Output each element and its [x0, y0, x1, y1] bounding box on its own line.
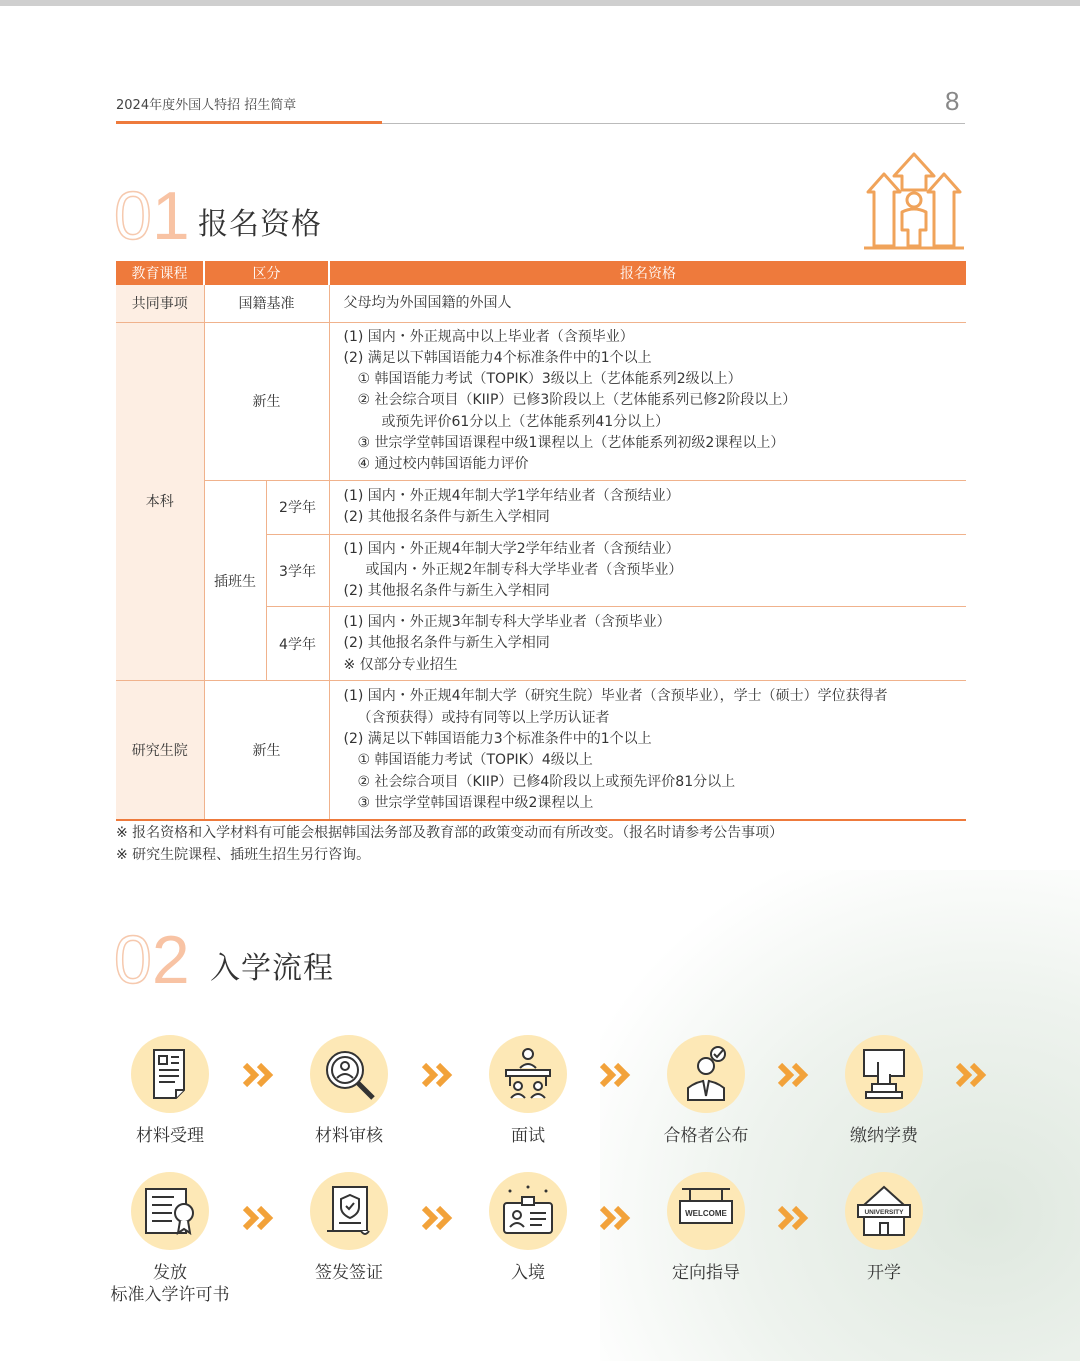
requirement-line: (2) 满足以下韩国语能力3个标准条件中的1个以上 — [343, 730, 652, 747]
header-accent-rule — [116, 121, 382, 124]
cell-transfer-year: 3学年 — [266, 534, 329, 607]
top-strip — [0, 0, 1080, 6]
table-row-undergrad-new — [116, 322, 966, 480]
step-icon-circle — [131, 1172, 209, 1250]
footnotes — [116, 822, 783, 866]
step-icon-circle — [489, 1172, 567, 1250]
table-row-graduate — [116, 681, 966, 820]
requirement-line: ① 韩国语能力考试（TOPIK）4级以上 — [357, 752, 593, 769]
step-icon-circle — [310, 1035, 388, 1113]
welcome-sign-icon — [676, 1181, 736, 1241]
requirement-line: 或国内・外正规2年制专科大学毕业者（含预毕业） — [365, 561, 683, 578]
step-results-announcement — [621, 1035, 791, 1147]
cell-common-requirement: 父母均为外国国籍的外国人 — [329, 285, 966, 322]
footnote: ※ 报名资格和入学材料有可能会根据韩国法务部及教育部的政策变动而有所改变。（报名时请参考公告事项） — [116, 825, 784, 841]
requirement-line: ④ 通过校内韩国语能力评价 — [357, 456, 529, 473]
section-number-02: 02 — [114, 922, 190, 998]
cell-graduate-category: 新生 — [204, 681, 329, 820]
requirement-line: (2) 满足以下韩国语能力4个标准条件中的1个以上 — [343, 349, 652, 366]
cell-transfer-label: 插班生 — [204, 480, 266, 681]
requirement-line: (1) 国内・外正规4年制大学1学年结业者（含预结业） — [343, 487, 680, 504]
cell-common-program: 共同事项 — [116, 285, 204, 322]
table-header-row — [116, 261, 966, 285]
step-label-line: 标准入学许可书 — [110, 1285, 230, 1305]
step-label: 定向指导 — [672, 1263, 740, 1283]
step-icon-circle — [489, 1035, 567, 1113]
cell-undergrad-label: 本科 — [116, 322, 204, 681]
cell-graduate-program: 研究生院 — [116, 681, 204, 820]
requirement-line: ② 社会综合项目（KIIP）已修4阶段以上或预先评价81分以上 — [357, 773, 736, 790]
document-icon — [140, 1044, 200, 1104]
step-label: 入境 — [511, 1263, 545, 1283]
cell-transfer-requirements — [329, 534, 966, 607]
double-chevron-icon — [956, 1063, 992, 1087]
eligibility-table — [116, 261, 966, 821]
table-row-common — [116, 285, 966, 322]
requirement-line: （含预获得）或持有同等以上学历认证者 — [357, 709, 610, 726]
header-category: 区分 — [204, 261, 329, 285]
document-title: 2024年度外国人特招 招生简章 — [116, 98, 297, 113]
section-number-01: 01 — [114, 178, 190, 254]
interview-icon — [498, 1044, 558, 1104]
approved-person-icon — [676, 1044, 736, 1104]
step-icon-circle — [131, 1035, 209, 1113]
welcome-sign-text: WELCOME — [685, 1209, 727, 1218]
cell-transfer-requirements — [329, 607, 966, 681]
cell-common-category: 国籍基准 — [204, 285, 329, 322]
section-title-eligibility: 报名资格 — [198, 207, 322, 242]
magnifier-icon — [319, 1044, 379, 1104]
step-admission-letter — [85, 1172, 255, 1306]
requirement-line: (2) 其他报名条件与新生入学相同 — [343, 509, 550, 526]
requirement-line: ① 韩国语能力考试（TOPIK）3级以上（艺体能系列2级以上） — [357, 371, 742, 388]
cell-new-student-requirements — [329, 322, 966, 480]
step-label: 签发签证 — [315, 1263, 383, 1283]
step-tuition-payment — [799, 1035, 969, 1147]
step-visa-issuance — [264, 1172, 434, 1284]
id-card-icon — [498, 1181, 558, 1241]
step-material-review — [264, 1035, 434, 1147]
step-label — [85, 1262, 255, 1306]
footnote: ※ 研究生院课程、插班生招生另行咨询。 — [116, 847, 371, 863]
requirement-line: ② 社会综合项目（KIIP）已修3阶段以上（艺体能系列已修2阶段以上） — [357, 392, 797, 409]
cell-transfer-year: 2学年 — [266, 480, 329, 534]
university-sign-text: UNIVERSITY — [864, 1209, 904, 1216]
step-label: 材料受理 — [136, 1126, 204, 1146]
step-icon-circle — [310, 1172, 388, 1250]
table-row-transfer-2 — [116, 480, 966, 534]
visa-scroll-icon — [319, 1181, 379, 1241]
cell-graduate-requirements — [329, 681, 966, 820]
university-building-icon — [854, 1181, 914, 1241]
step-icon-circle — [845, 1172, 923, 1250]
requirement-line: (2) 其他报名条件与新生入学相同 — [343, 635, 550, 652]
section-title-admission-process: 入学流程 — [210, 951, 334, 986]
requirement-line: (2) 其他报名条件与新生入学相同 — [343, 583, 550, 600]
step-label: 材料审核 — [315, 1126, 383, 1146]
requirement-line: ③ 世宗学堂韩国语课程中级2课程以上 — [357, 794, 594, 811]
step-icon-circle — [667, 1035, 745, 1113]
step-icon-circle — [845, 1035, 923, 1113]
cell-transfer-year: 4学年 — [266, 607, 329, 681]
step-label: 缴纳学费 — [850, 1126, 918, 1146]
step-label: 合格者公布 — [663, 1126, 749, 1146]
step-icon-circle — [667, 1172, 745, 1250]
page-number: 8 — [945, 86, 960, 116]
requirement-line: (1) 国内・外正规高中以上毕业者（含预毕业） — [343, 328, 634, 345]
certificate-icon — [140, 1181, 200, 1241]
requirement-line: (1) 国内・外正规4年制大学2学年结业者（含预结业） — [343, 540, 680, 557]
cell-transfer-requirements — [329, 480, 966, 534]
requirement-line: ③ 世宗学堂韩国语课程中级1课程以上（艺体能系列初级2课程以上） — [357, 434, 785, 451]
step-material-receipt — [85, 1035, 255, 1147]
step-label: 面试 — [511, 1126, 545, 1146]
payment-icon — [854, 1044, 914, 1104]
requirement-line: 或预先评价61分以上（艺体能系列41分以上） — [381, 413, 670, 430]
requirement-line: (1) 国内・外正规4年制大学（研究生院）毕业者（含预毕业），学士（硕士）学位获得者 — [343, 688, 888, 705]
header-requirement: 报名资格 — [329, 261, 966, 285]
step-label: 开学 — [867, 1263, 901, 1283]
step-entry — [443, 1172, 613, 1284]
cell-new-student-label: 新生 — [204, 322, 329, 480]
step-interview — [443, 1035, 613, 1147]
requirement-line: ※ 仅部分专业招生 — [343, 656, 458, 673]
growth-arrow-person-icon — [862, 150, 966, 254]
header-program: 教育课程 — [116, 261, 204, 285]
step-semester-start — [799, 1172, 969, 1284]
requirement-line: (1) 国内・外正规3年制专科大学毕业者（含预毕业） — [343, 614, 671, 631]
step-label-line: 发放 — [153, 1263, 187, 1283]
step-orientation — [621, 1172, 791, 1284]
